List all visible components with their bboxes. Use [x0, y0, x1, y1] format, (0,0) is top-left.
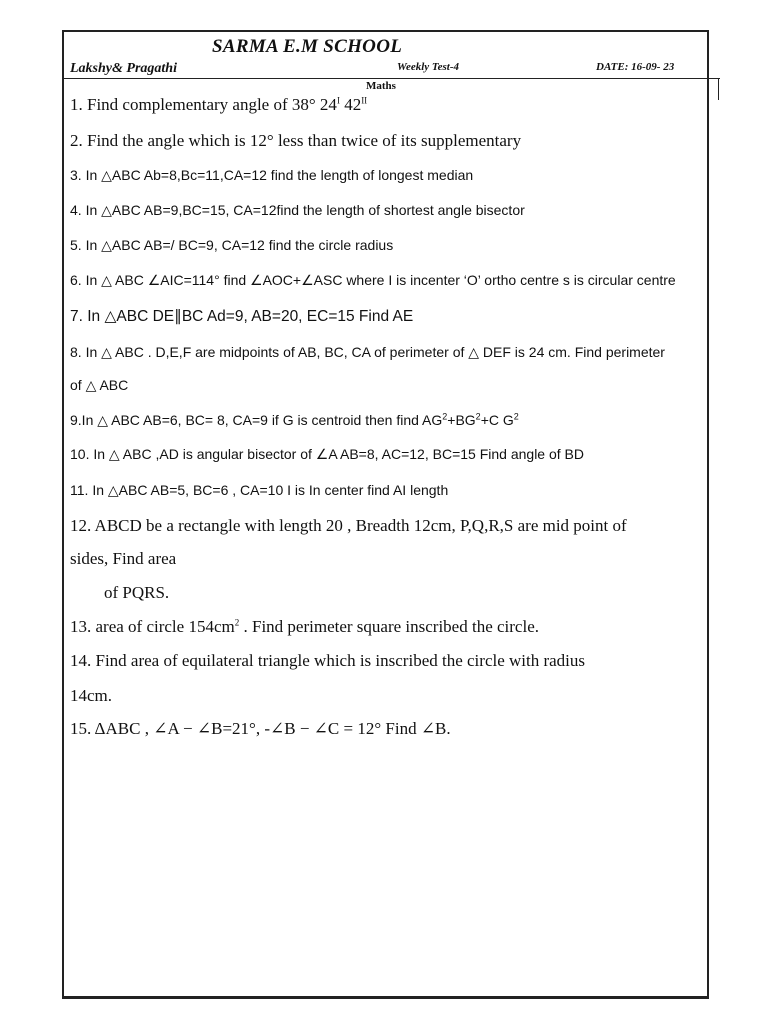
subject-label: Maths: [366, 80, 396, 92]
question-13: 13. area of circle $154cm^2$ . Find perimeter square inscribed the circle.: [70, 617, 539, 636]
question-7: 7. In △ABC DE∥BC Ad=9, AB=20, EC=15 Find AE: [70, 308, 414, 325]
question-1: 1. Find complementary angle of 38° $24^I$ $42^{II}$: [70, 95, 368, 114]
question-12-line-2: sides, Find area: [70, 549, 177, 568]
header-divider: [62, 78, 720, 79]
test-name: Weekly Test-4: [397, 61, 460, 73]
question-8-continued: of △ ABC: [70, 377, 129, 393]
question-11: 11. In △ABC AB=5, BC=6 , CA=10 I is In center find AI length: [70, 482, 449, 498]
question-10: 10. In △ ABC ,AD is angular bisector of ∠A AB=8, AC=12, BC=15 Find angle of BD: [70, 446, 584, 462]
question-9: 9.In △ ABC AB=6, BC= 8, CA=9 if G is centroid then find $AG^2+BG^2+C$ $G^2$: [70, 411, 519, 428]
header-divider-tick: [718, 78, 719, 100]
question-8: 8. In △ ABC . D,E,F are midpoints of AB, BC, CA of perimeter of △ DEF is 24 cm. Find perimeter: [70, 344, 665, 360]
student-names: Lakshy& Pragathi: [70, 61, 177, 76]
question-5: 5. In △ABC AB=/ BC=9, CA=12 find the circle radius: [70, 237, 394, 253]
question-14-line-2: 14cm.: [70, 686, 113, 705]
question-3: 3. In △ABC Ab=8,Bc=11,CA=12 find the length of longest median: [70, 167, 474, 183]
school-name: SARMA E.M SCHOOL: [212, 36, 403, 57]
question-15: 15. ΔABC , ∠A − ∠B=21°, -∠B − ∠C = 12° Find ∠B.: [70, 719, 451, 738]
question-4: 4. In △ABC AB=9,BC=15, CA=12find the length of shortest angle bisector: [70, 202, 525, 218]
test-date: DATE: 16-09- 23: [596, 61, 675, 73]
question-2: 2. Find the angle which is 12° less than twice of its supplementary: [70, 131, 522, 150]
question-12-line-3: of PQRS.: [104, 583, 170, 602]
question-14: 14. Find area of equilateral triangle which is inscribed the circle with radius: [70, 651, 586, 670]
question-6: 6. In △ ABC ∠AIC=114° find ∠AOC+∠ASC where I is incenter ‘O’ ortho centre s is circular centre: [70, 272, 676, 288]
question-12: 12. ABCD be a rectangle with length 20 , Breadth 12cm, P,Q,R,S are mid point of: [70, 516, 627, 535]
